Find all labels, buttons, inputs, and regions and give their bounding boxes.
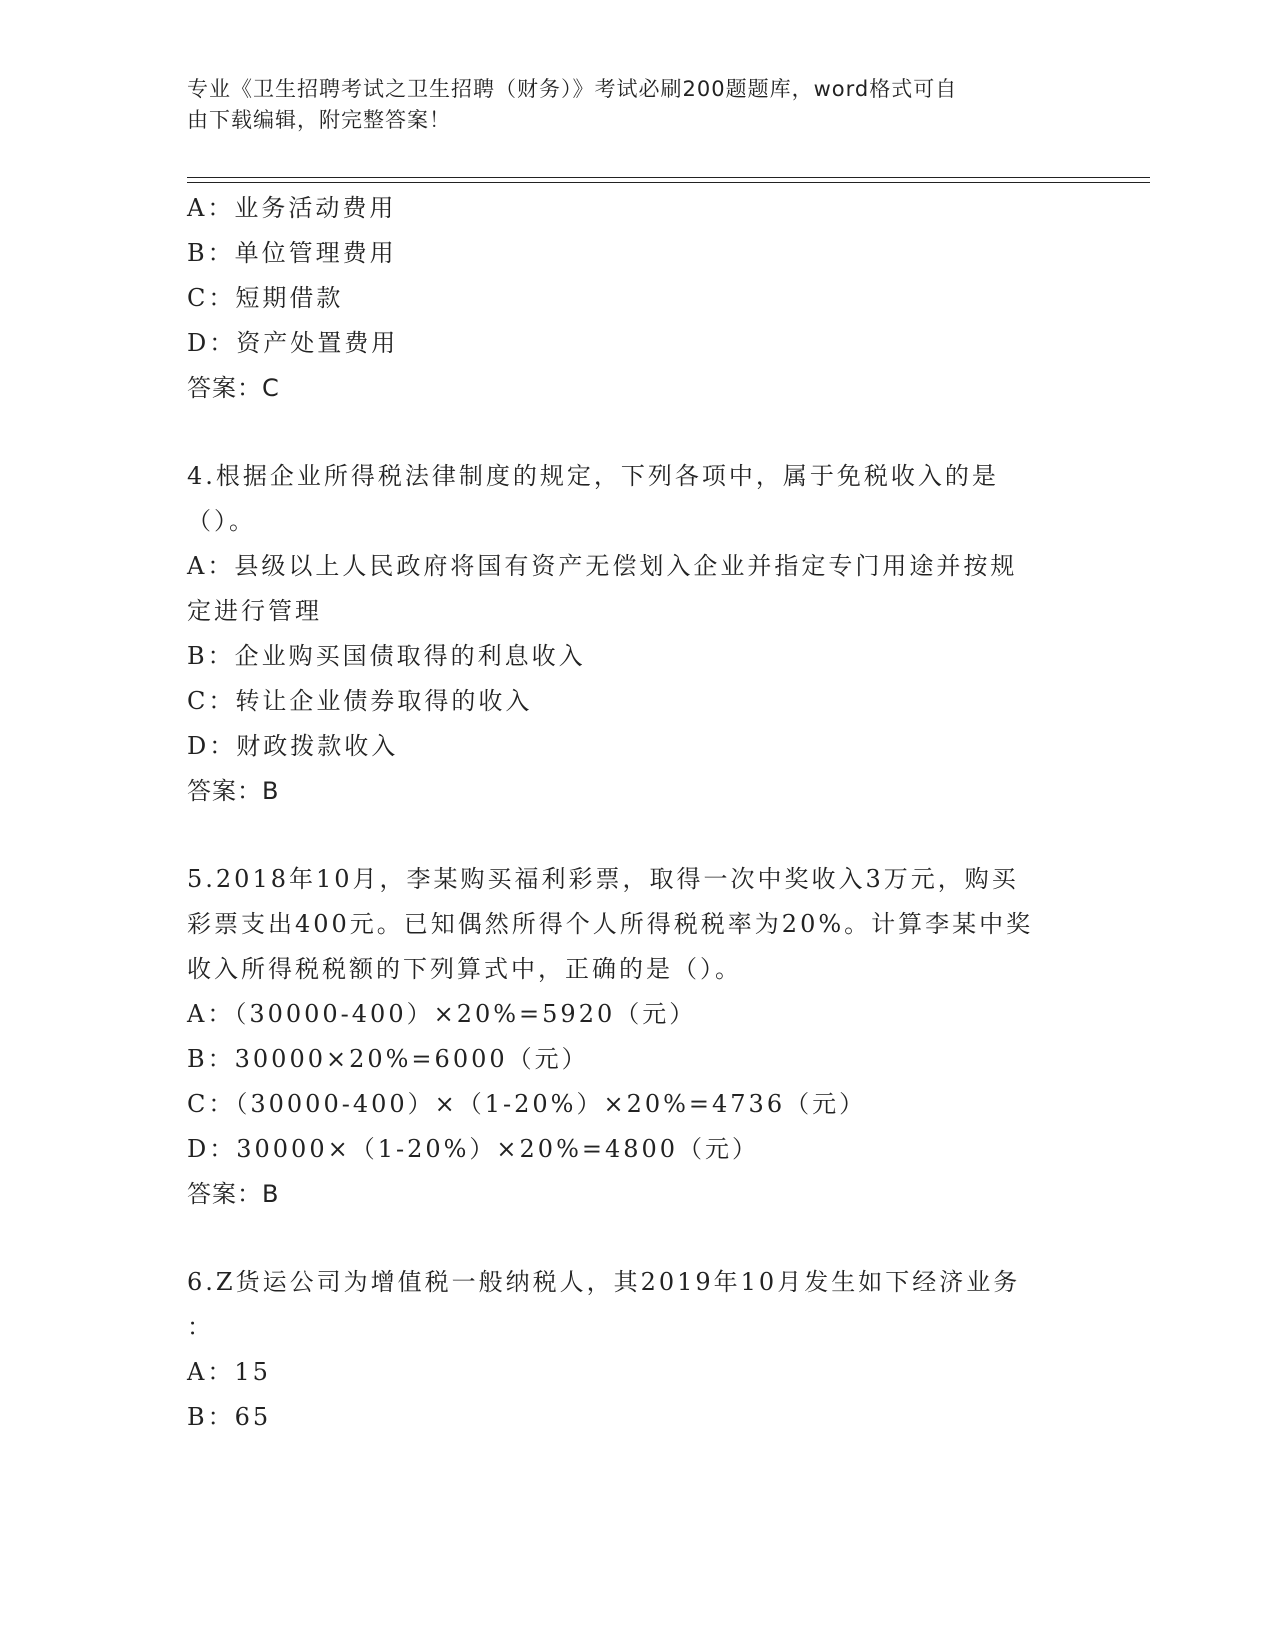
q6-stem-line-1: 6.Z货运公司为增值税一般纳税人，其2019年10月发生如下经济业务 xyxy=(187,1268,1021,1296)
header-rule-bottom xyxy=(187,182,1150,183)
q5-option-a: A：（30000-400）×20%=5920（元） xyxy=(187,1000,697,1028)
q6-option-b: B：65 xyxy=(187,1403,272,1431)
q4-option-d: D：财政拨款收入 xyxy=(187,732,399,760)
q4-option-a-line-1: A：县级以上人民政府将国有资产无偿划入企业并指定专门用途并按规 xyxy=(187,552,1018,580)
header-line-1: 专业《卫生招聘考试之卫生招聘（财务）》考试必刷200题题库，word格式可自 xyxy=(187,77,958,101)
header-line-2: 由下载编辑，附完整答案！ xyxy=(187,108,451,132)
q3-answer: 答案：C xyxy=(187,374,280,402)
q4-option-a-line-2: 定进行管理 xyxy=(187,597,322,625)
q6-option-a: A：15 xyxy=(187,1358,271,1386)
q6-stem-line-2: ： xyxy=(187,1313,214,1341)
q4-option-c: C：转让企业债券取得的收入 xyxy=(187,687,533,715)
q3-option-b: B：单位管理费用 xyxy=(187,239,397,267)
header-rule-top xyxy=(187,177,1150,178)
q5-stem-line-3: 收入所得税税额的下列算式中，正确的是（）。 xyxy=(187,955,742,983)
q3-option-a: A：业务活动费用 xyxy=(187,194,397,222)
q5-stem-line-1: 5.2018年10月，李某购买福利彩票，取得一次中奖收入3万元，购买 xyxy=(187,865,1019,893)
q5-option-c: C：（30000-400）×（1-20%）×20%=4736（元） xyxy=(187,1090,867,1118)
q3-option-d: D：资产处置费用 xyxy=(187,329,399,357)
q4-option-b: B：企业购买国债取得的利息收入 xyxy=(187,642,586,670)
q5-answer: 答案：B xyxy=(187,1180,280,1208)
q5-option-d: D：30000×（1-20%）×20%=4800（元） xyxy=(187,1135,760,1163)
q3-option-c: C：短期借款 xyxy=(187,284,344,312)
document-header xyxy=(187,74,1067,136)
q5-stem-line-2: 彩票支出400元。已知偶然所得个人所得税税率为20%。计算李某中奖 xyxy=(187,910,1034,938)
q4-stem-line-2: （）。 xyxy=(187,507,256,535)
q4-answer: 答案：B xyxy=(187,777,280,805)
q5-option-b: B：30000×20%=6000（元） xyxy=(187,1045,589,1073)
q4-stem-line-1: 4.根据企业所得税法律制度的规定，下列各项中，属于免税收入的是 xyxy=(187,462,999,490)
